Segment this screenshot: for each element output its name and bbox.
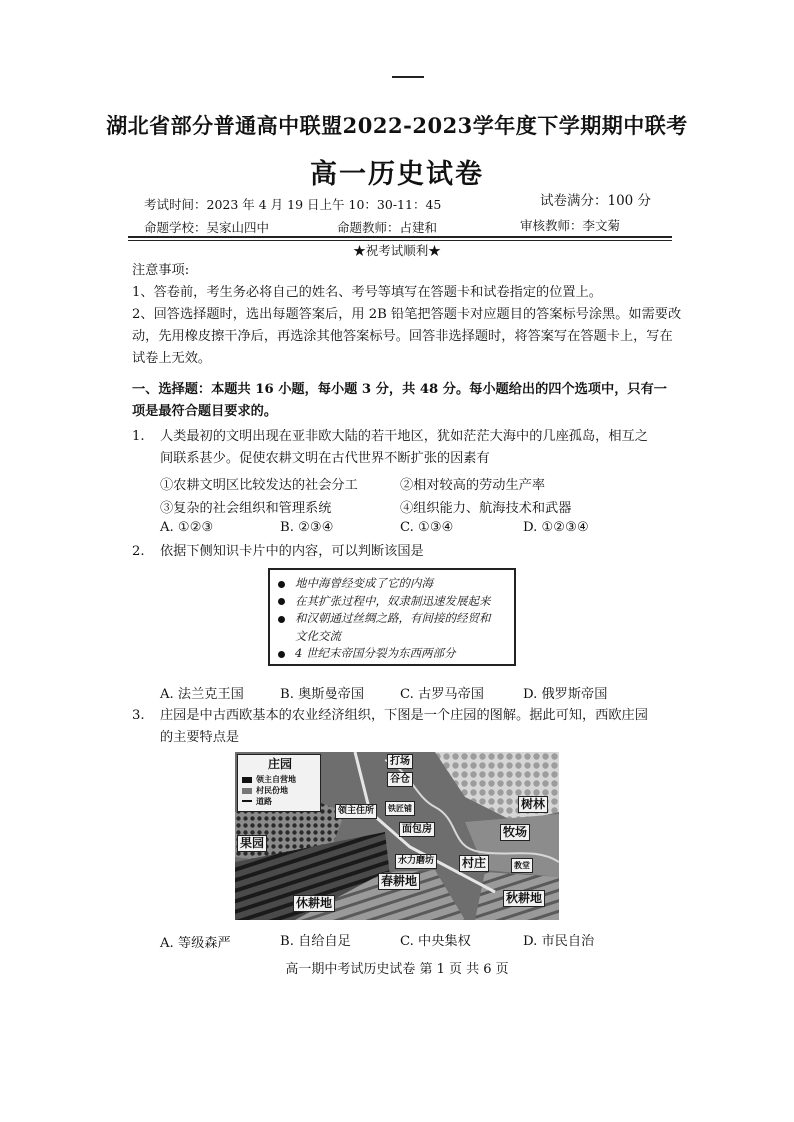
q1-stem-line-1: 人类最初的文明出现在亚非欧大陆的若干地区，犹如茫茫大海中的几座孤岛，相互之 [160, 429, 648, 444]
label-spring-field: 春耕地 [378, 873, 420, 890]
q2-option-b[interactable]: B. 奥斯曼帝国 [280, 687, 365, 702]
good-luck-line: ★祝考试顺利★ [353, 243, 441, 258]
label-autumn-field: 秋耕地 [503, 890, 545, 907]
label-smithy: 铁匠铺 [385, 801, 415, 816]
legend-swatch-road [242, 800, 252, 802]
exam-subtitle: 高一历史试卷 [310, 159, 484, 190]
q1-option-c[interactable]: C. ①③④ [400, 520, 454, 535]
q1-statement-4: ④组织能力、航海技术和武器 [400, 501, 572, 516]
card-text: 和汉朝通过丝绸之路，有间接的经贸和 [295, 611, 491, 625]
bullet-icon [278, 651, 285, 658]
q1-option-d[interactable]: D. ①②③④ [523, 520, 589, 535]
q1-statement-3: ③复杂的社会组织和管理系统 [160, 501, 332, 516]
q3-option-c[interactable]: C. 中央集权 [400, 934, 471, 949]
q1-statement-1: ①农耕文明区比较发达的社会分工 [160, 478, 358, 493]
card-row [278, 593, 506, 611]
header-rule [128, 236, 672, 238]
label-woods: 树林 [518, 796, 548, 813]
knowledge-card [268, 568, 516, 666]
full-score: 试卷满分：100 分 [540, 193, 652, 209]
map-legend [237, 754, 321, 812]
q1-number: 1. [132, 429, 145, 444]
section-heading-line-1: 一、选择题：本题共 16 小题，每小题 3 分，共 48 分。每小题给出的四个选项中，只有一 [132, 382, 667, 397]
exam-teacher: 命题教师：占建和 [337, 220, 438, 235]
q2-option-c[interactable]: C. 古罗马帝国 [400, 687, 484, 702]
q3-option-b[interactable]: B. 自给自足 [280, 934, 351, 949]
card-text: 地中海曾经变成了它的内海 [295, 576, 433, 590]
q2-option-a[interactable]: A. 法兰克王国 [160, 687, 244, 702]
bullet-icon [278, 598, 285, 605]
q3-number: 3. [132, 708, 145, 723]
bullet-icon [278, 616, 285, 623]
exam-time: 考试时间：2023 年 4 月 19 日上午 10：30-11：45 [144, 197, 442, 212]
label-fallow-field: 休耕地 [293, 895, 335, 912]
legend-road: 道路 [256, 797, 272, 806]
page-footer: 高一期中考试历史试卷 第 1 页 共 6 页 [285, 962, 509, 977]
legend-villager-land: 村民份地 [256, 786, 288, 795]
q3-option-a[interactable]: A. 等级森严 [160, 936, 231, 951]
card-row [278, 628, 506, 646]
q1-option-a[interactable]: A. ①②③ [160, 520, 214, 535]
label-granary: 谷仓 [387, 772, 413, 787]
exam-school: 命题学校：吴家山四中 [144, 220, 270, 235]
header-mark [392, 76, 424, 78]
notice-item-2-line-3: 试卷上无效。 [132, 351, 212, 366]
section-heading-line-2: 项是最符合题目要求的。 [132, 404, 278, 419]
q2-number: 2. [132, 544, 145, 559]
notice-item-2-line-1: 2、回答选择题时，选出每题答案后，用 2B 铅笔把答题卡对应题目的答案标号涂黑。如需要改 [132, 307, 682, 322]
legend-lord-demesne: 领主自营地 [256, 775, 296, 784]
notice-item-1: 1、答卷前，考生务必将自己的姓名、考号等填写在答题卡和试卷指定的位置上。 [132, 285, 602, 300]
q3-stem-line-2: 的主要特点是 [160, 730, 240, 745]
q1-stem-line-2: 间联系甚少。促使农耕文明在古代世界不断扩张的因素有 [160, 451, 490, 466]
label-bakery: 面包房 [399, 822, 435, 837]
card-row [278, 645, 506, 663]
legend-title: 庄园 [268, 757, 293, 771]
label-lord-residence: 领主住所 [335, 804, 377, 819]
bullet-icon [278, 581, 285, 588]
card-row [278, 575, 506, 593]
q3-option-d[interactable]: D. 市民自治 [523, 934, 595, 949]
q1-option-b[interactable]: B. ②③④ [280, 520, 334, 535]
card-text: 4 世纪末帝国分裂为东西两部分 [295, 646, 456, 660]
card-text: 在其扩张过程中，奴隶制迅速发展起来 [295, 593, 491, 608]
card-text: 文化交流 [295, 628, 341, 643]
q2-stem: 依据下侧知识卡片中的内容，可以判断该国是 [160, 544, 424, 559]
label-pasture: 牧场 [500, 824, 530, 841]
label-water-mill: 水力磨坊 [395, 854, 437, 869]
legend-swatch-lord [242, 777, 252, 783]
q3-stem-line-1: 庄园是中古西欧基本的农业经济组织，下图是一个庄园的图解。据此可知，西欧庄园 [160, 708, 648, 723]
legend-swatch-villager [242, 788, 252, 794]
notice-heading: 注意事项: [132, 263, 190, 278]
card-row [278, 610, 506, 628]
exam-reviewer: 审核教师：李文菊 [520, 218, 621, 233]
label-church: 教堂 [511, 858, 533, 873]
label-threshing-floor: 打场 [387, 754, 413, 769]
q1-statement-2: ②相对较高的劳动生产率 [400, 478, 546, 493]
q2-option-d[interactable]: D. 俄罗斯帝国 [523, 687, 608, 702]
manor-diagram [235, 752, 559, 920]
label-village: 村庄 [459, 855, 489, 872]
exam-title: 湖北省部分普通高中联盟2022-2023学年度下学期期中联考 [106, 113, 688, 138]
notice-item-2-line-2: 动，先用橡皮擦干净后，再选涂其他答案标号。回答非选择题时，将答案写在答题卡上，写在 [132, 329, 673, 344]
label-orchard: 果园 [237, 835, 267, 852]
